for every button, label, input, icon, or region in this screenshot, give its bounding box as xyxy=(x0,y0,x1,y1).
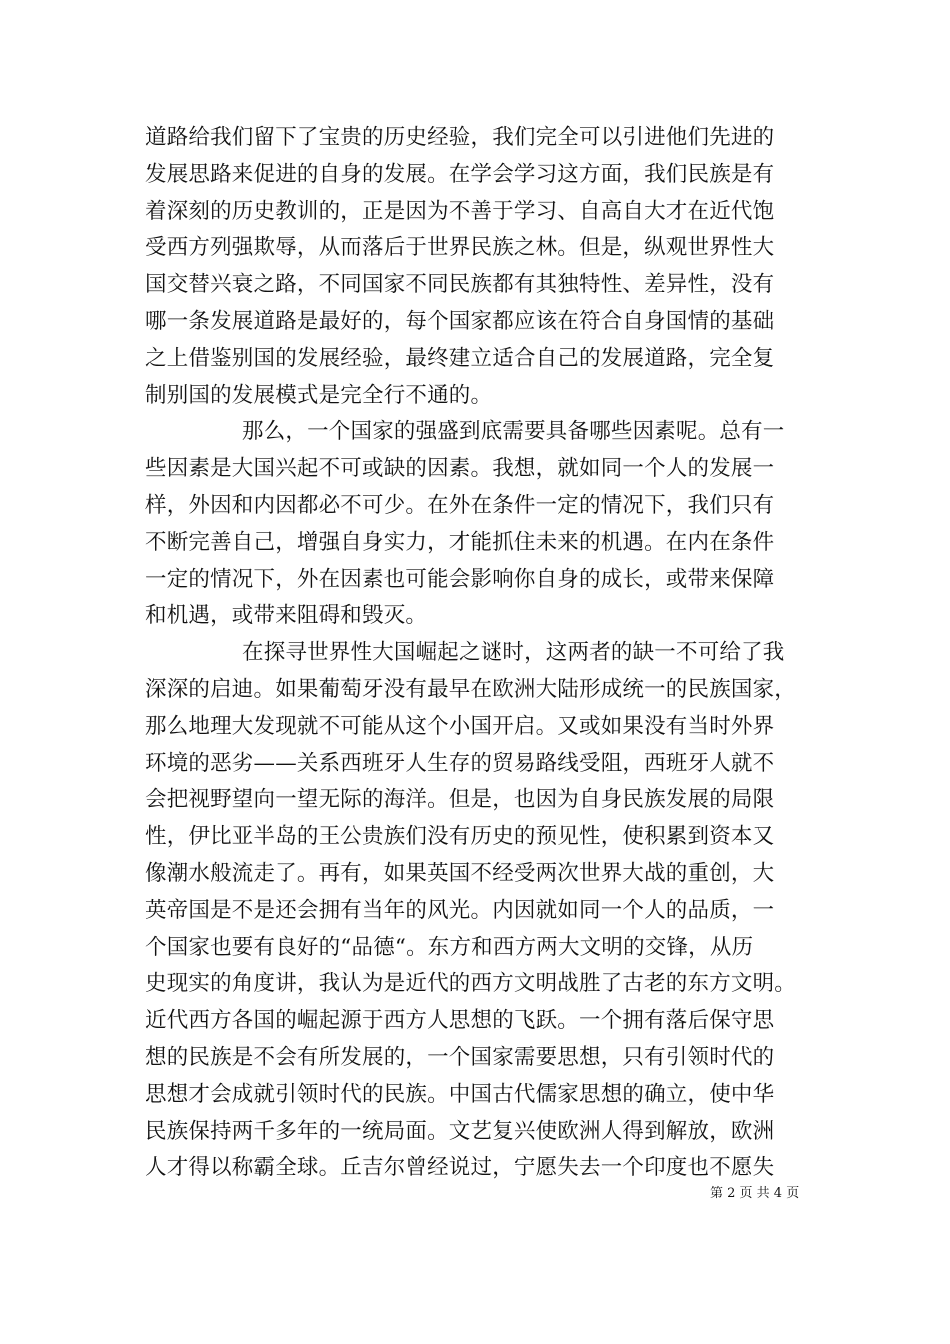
text-line: 哪一条发展道路是最好的，每个国家都应该在符合自身国情的基础 xyxy=(145,308,775,334)
text-line: 深深的启迪。如果葡萄牙没有最早在欧洲大陆形成统一的民族国家， xyxy=(145,676,797,702)
paragraph-start-line: 那么，一个国家的强盛到底需要具备哪些因素呢。总有一 xyxy=(242,419,785,445)
text-line: 性，伊比亚半岛的王公贵族们没有历史的预见性，使积累到资本又 xyxy=(145,824,775,850)
text-line: 发展思路来促进的自身的发展。在学会学习这方面，我们民族是有 xyxy=(145,161,775,187)
text-line: 道路给我们留下了宝贵的历史经验，我们完全可以引进他们先进的 xyxy=(145,125,775,150)
text-line: 那么地理大发现就不可能从这个小国开启。又或如果没有当时外界 xyxy=(145,713,775,739)
text-line: 些因素是大国兴起不可或缺的因素。我想，就如同一个人的发展一 xyxy=(145,456,775,482)
text-line: 人才得以称霸全球。丘吉尔曾经说过，宁愿失去一个印度也不愿失 xyxy=(145,1155,775,1181)
text-line: 环境的恶劣——关系西班牙人生存的贸易路线受阻，西班牙人就不 xyxy=(145,750,775,776)
text-line: 和机遇，或带来阻碍和毁灭。 xyxy=(145,603,428,629)
body-text xyxy=(145,120,817,1187)
text-line: 受西方列强欺辱，从而落后于世界民族之林。但是，纵观世界性大 xyxy=(145,235,775,261)
text-line: 民族保持两千多年的一统局面。文艺复兴使欧洲人得到解放，欧洲 xyxy=(145,1118,775,1144)
text-line: 会把视野望向一望无际的海洋。但是，也因为自身民族发展的局限 xyxy=(145,787,775,813)
text-line: 英帝国是不是还会拥有当年的风光。内因就如同一个人的品质，一 xyxy=(145,897,775,923)
text-line: 个国家也要有良好的“品德“。东方和西方两大文明的交锋，从历 xyxy=(145,934,754,960)
text-line: 像潮水般流走了。再有，如果英国不经受两次世界大战的重创，大 xyxy=(145,860,775,886)
text-line: 不断完善自己，增强自身实力，才能抓住未来的机遇。在内在条件 xyxy=(145,529,775,555)
text-line: 近代西方各国的崛起源于西方人思想的飞跃。一个拥有落后保守思 xyxy=(145,1008,775,1034)
text-line: 着深刻的历史教训的，正是因为不善于学习、自高自大才在近代饱 xyxy=(145,198,775,224)
paragraph-start-line: 在探寻世界性大国崛起之谜时，这两者的缺一不可给了我 xyxy=(242,640,785,666)
text-line: 制别国的发展模式是完全行不通的。 xyxy=(145,382,493,408)
text-line: 思想才会成就引领时代的民族。中国古代儒家思想的确立，使中华 xyxy=(145,1081,775,1107)
text-line: 史现实的角度讲，我认为是近代的西方文明战胜了古老的东方文明。 xyxy=(145,971,797,997)
text-line: 想的民族是不会有所发展的，一个国家需要思想，只有引领时代的 xyxy=(145,1044,775,1070)
page-number-footer: 第 2 页 共 4 页 xyxy=(710,1186,800,1201)
text-line: 国交替兴衰之路，不同国家不同民族都有其独特性、差异性，没有 xyxy=(145,272,775,298)
text-line: 之上借鉴别国的发展经验，最终建立适合自己的发展道路，完全复 xyxy=(145,345,775,371)
text-line: 样，外因和内因都必不可少。在外在条件一定的情况下，我们只有 xyxy=(145,492,775,518)
text-line: 一定的情况下，外在因素也可能会影响你自身的成长，或带来保障 xyxy=(145,566,775,592)
